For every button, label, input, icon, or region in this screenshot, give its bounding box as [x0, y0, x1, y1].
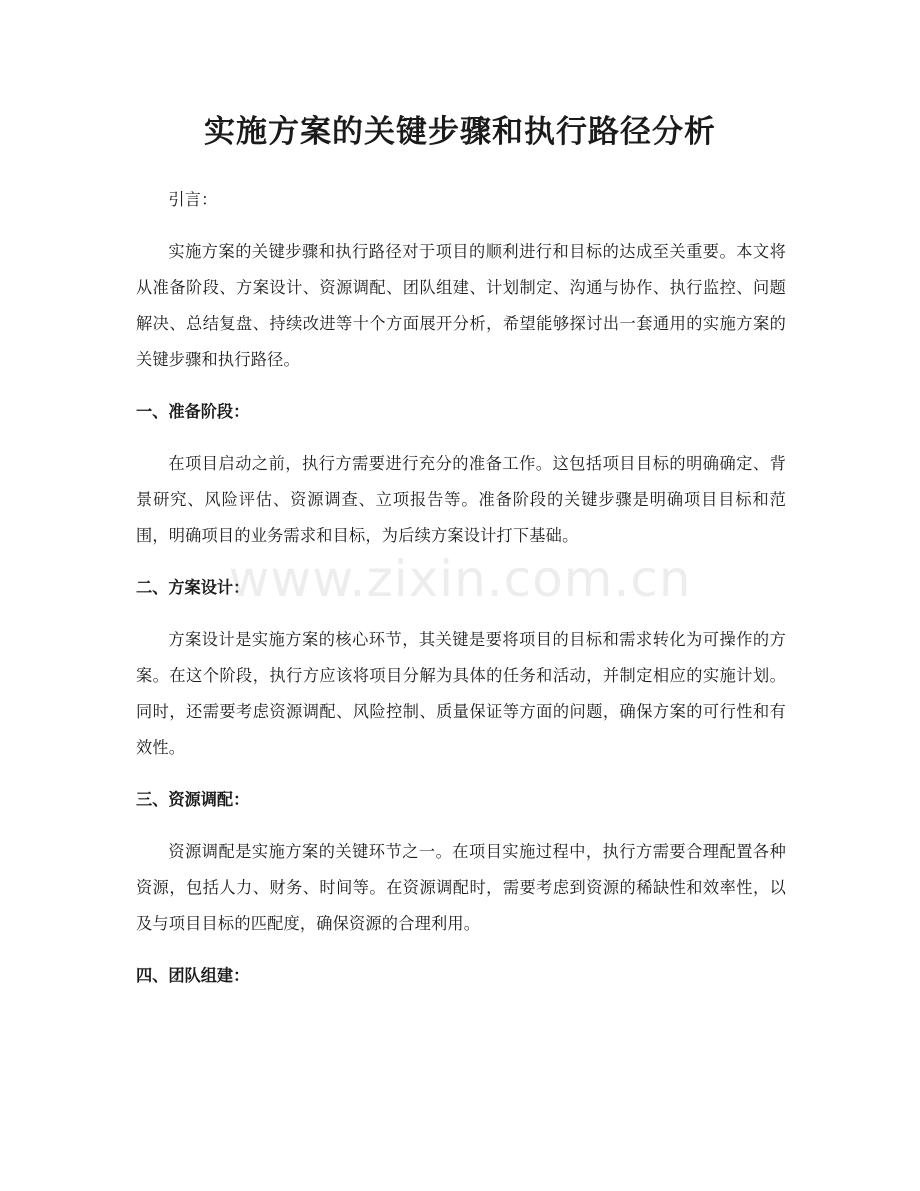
section-paragraph-resource-allocation: 资源调配是实施方案的关键环节之一。在项目实施过程中，执行方需要合理配置各种资源，包括人力、财务、时间等。在资源调配时，需要考虑到资源的稀缺性和效率性，以及与项目目标的匹配度，确保资源的合理利用。 [136, 842, 786, 933]
document-title: 实施方案的关键步骤和执行路径分析 [204, 114, 716, 150]
section-heading-team-building: 四、团队组建： [136, 966, 250, 985]
watermark-text: www.zixin.com.cn [228, 550, 692, 608]
section-heading-preparation: 一、准备阶段： [136, 402, 250, 421]
section-paragraph-preparation: 在项目启动之前，执行方需要进行充分的准备工作。这包括项目目标的明确确定、背景研究、风险评估、资源调查、立项报告等。准备阶段的关键步骤是明确项目目标和范围，明确项目的业务需求和目标，为后续方案设计打下基础。 [136, 454, 786, 545]
section-heading-plan-design: 二、方案设计： [136, 578, 250, 597]
intro-paragraph: 实施方案的关键步骤和执行路径对于项目的顺利进行和目标的达成至关重要。本文将从准备阶段、方案设计、资源调配、团队组建、计划制定、沟通与协作、执行监控、问题解决、总结复盘、持续改进等十个方面展开分析，希望能够探讨出一套通用的实施方案的关键步骤和执行路径。 [136, 242, 786, 369]
section-heading-resource-allocation: 三、资源调配： [136, 790, 250, 809]
intro-label: 引言： [168, 190, 218, 209]
document-body [136, 182, 786, 1010]
section-paragraph-plan-design: 方案设计是实施方案的核心环节，其关键是要将项目的目标和需求转化为可操作的方案。在这个阶段，执行方应该将项目分解为具体的任务和活动，并制定相应的实施计划。同时，还需要考虑资源调配、风险控制、质量保证等方面的问题，确保方案的可行性和有效性。 [136, 630, 786, 757]
